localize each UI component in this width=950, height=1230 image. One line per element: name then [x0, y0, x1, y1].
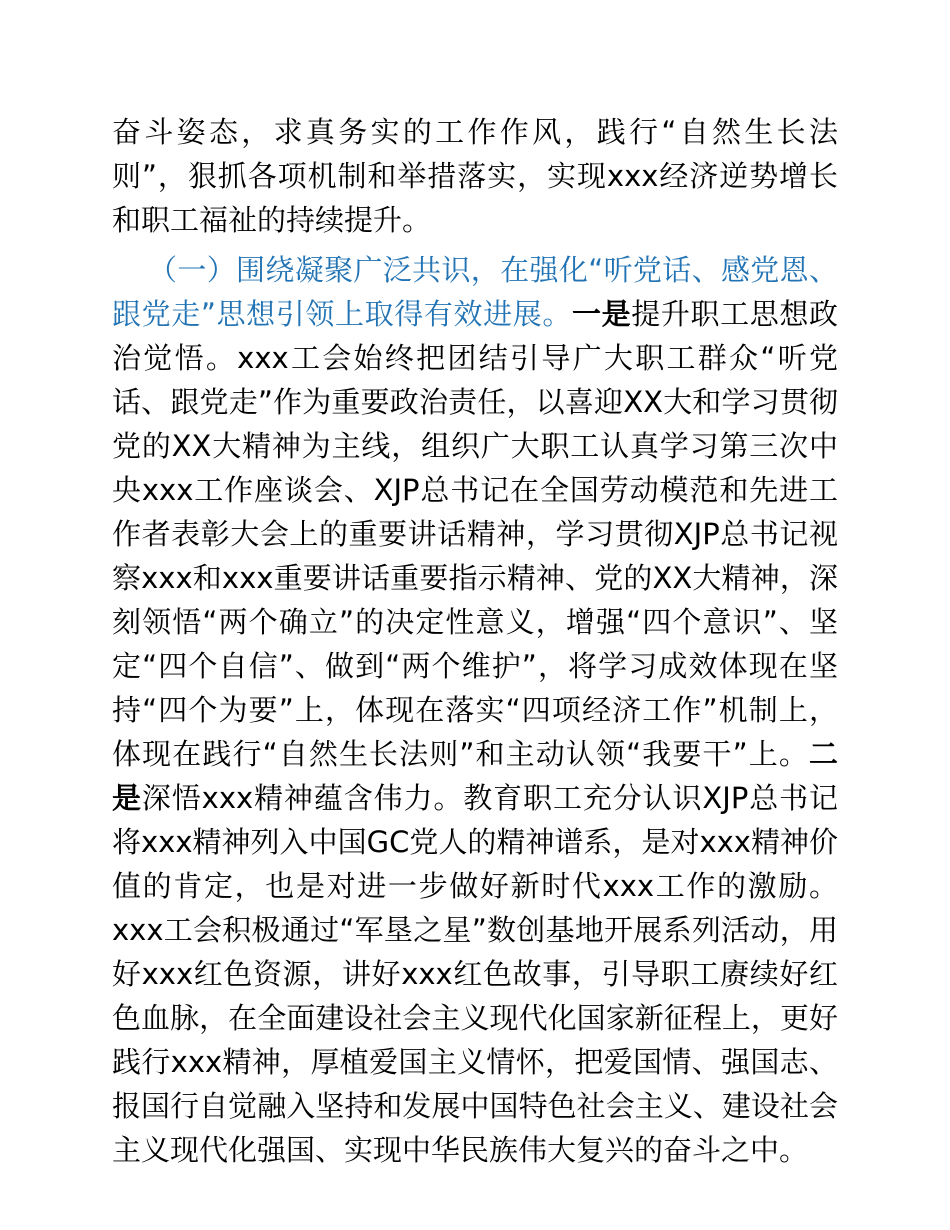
- body-text: 深悟xxx精神蕴含伟力。教育职工充分认识XJP总书记将xxx精神列入中国GC党人的精神谱系，是对xxx精神价值的肯定，也是对进一步做好新时代xxx工作的激励。xxx工会积极通过“军垦之星”数创基地开展系列活动，用好xxx红色资源，讲好xxx红色故事，引导职工赓续好红色血脉，在全面建设社会主义现代化国家新征程上，更好践行xxx精神，厚植爱国主义情怀，把爱国情、强国志、报国行自觉融入坚持和发展中国特色社会主义、建设社会主义现代化强国、实现中华民族伟大复兴的奋斗之中。: [112, 781, 838, 1167]
- continuation-paragraph: [112, 110, 838, 242]
- body-text: 奋斗姿态，求真务实的工作作风，践行“自然生长法则”，狠抓各项机制和举措落实，实现xxx经济逆势增长和职工福祉的持续提升。: [112, 115, 838, 237]
- document-text-block: [112, 110, 838, 1172]
- section-heading-text: （一）围绕凝聚广泛共识，在强化“听党话、感党恩、跟党走”思想引领上取得有效进展。: [112, 253, 838, 331]
- body-text: 提升职工思想政治觉悟。xxx工会始终把团结引导广大职工群众“听党话、跟党走”作为重要政治责任，以喜迎XX大和学习贯彻党的XX大精神为主线，组织广大职工认真学习第三次中央xxx工作座谈会、XJP总书记在全国劳动模范和先进工作者表彰大会上的重要讲话精神，学习贯彻XJP总书记视察xxx和xxx重要讲话重要指示精神、党的XX大精神，深刻领悟“两个确立”的决定性意义，增强“四个意识”、坚定“四个自信”、做到“两个维护”，将学习成效体现在坚持“四个为要”上，体现在落实“四项经济工作”机制上，体现在践行“自然生长法则”和主动认领“我要干”上。: [112, 297, 838, 771]
- bold-enumerator-text: 二是: [112, 737, 838, 815]
- bold-enumerator-text: 一是: [571, 297, 632, 331]
- section-paragraph: [112, 248, 838, 1172]
